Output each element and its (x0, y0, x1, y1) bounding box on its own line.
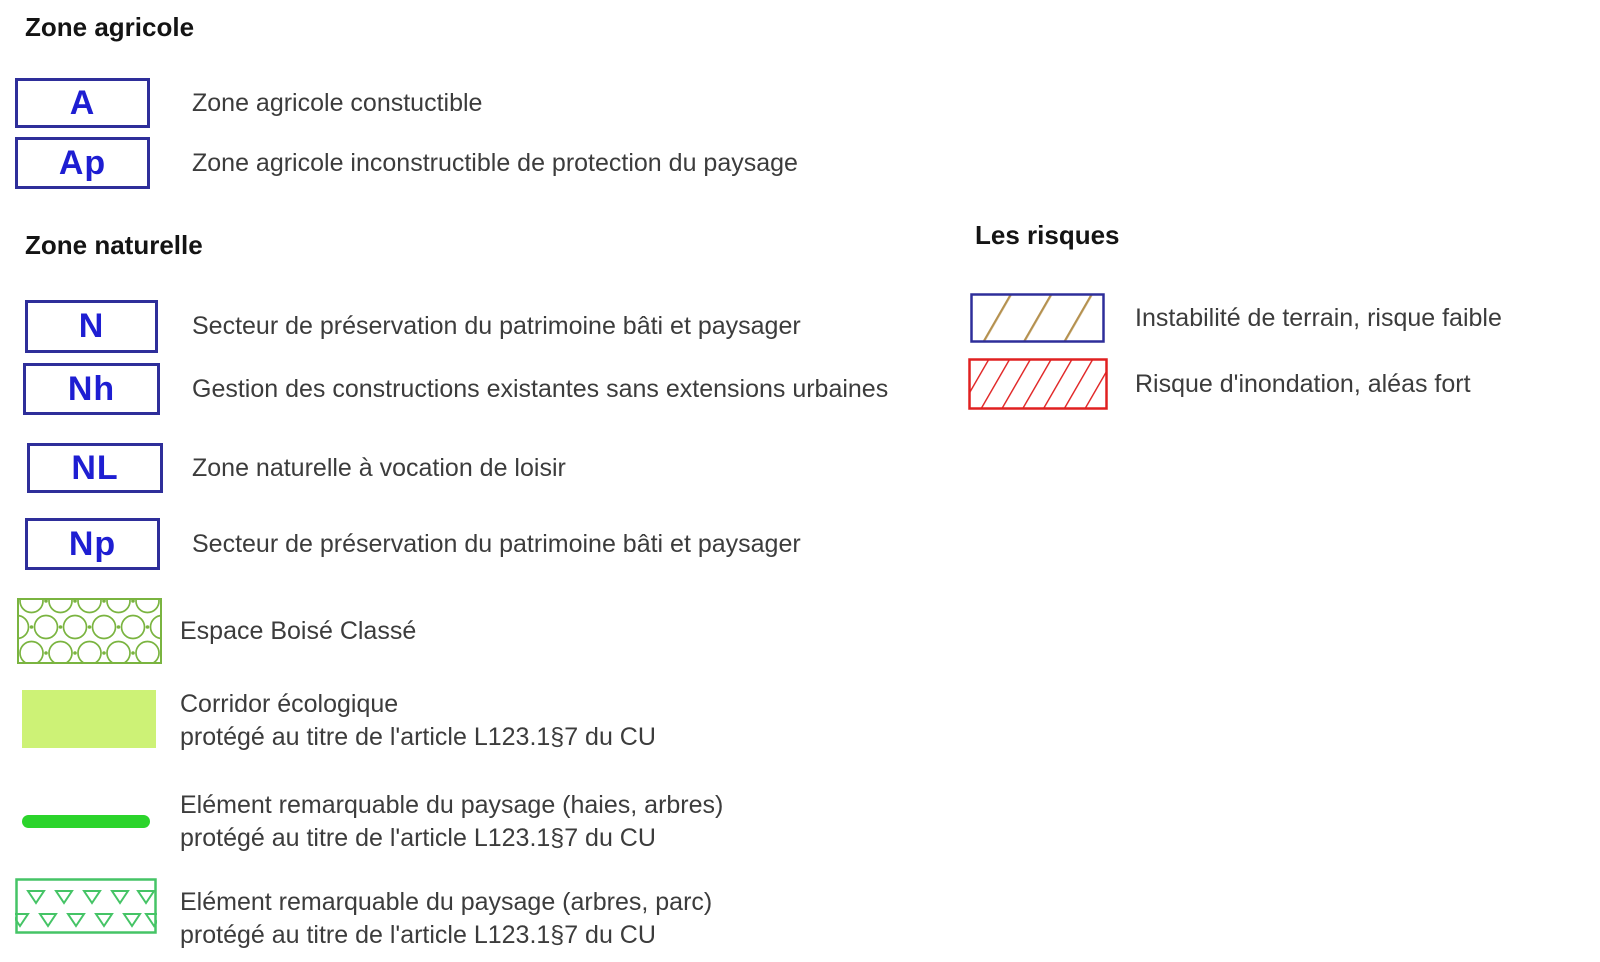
zone-swatch-ap (15, 137, 150, 189)
zone-swatch-nh (23, 363, 160, 415)
element-remarquable-arbres-pattern-swatch (15, 878, 157, 934)
label-arbres-line1: Elément remarquable du paysage (arbres, parc) (180, 888, 713, 916)
zone-label-nh: Gestion des constructions existantes sans extensions urbaines (192, 374, 889, 403)
zone-label-nl: Zone naturelle à vocation de loisir (192, 453, 566, 482)
section-title-zone-naturelle: Zone naturelle (25, 230, 203, 260)
label-corridor-line1: Corridor écologique (180, 690, 399, 718)
espace-boise-classe-pattern-swatch (17, 598, 162, 664)
label-corridor-ecologique (180, 688, 656, 754)
label-haies-line1: Elément remarquable du paysage (haies, arbres) (180, 791, 724, 819)
label-instabilite-terrain: Instabilité de terrain, risque faible (1135, 303, 1502, 332)
label-risque-inondation: Risque d'inondation, aléas fort (1135, 369, 1471, 398)
corridor-ecologique-swatch (22, 690, 156, 748)
section-title-zone-agricole: Zone agricole (25, 12, 195, 42)
zone-swatch-nl (27, 443, 163, 493)
instabilite-terrain-hatch-swatch (970, 293, 1105, 343)
zone-swatch-np (25, 518, 160, 570)
label-arbres-line2: protégé au titre de l'article L123.1§7 du CU (180, 921, 656, 949)
label-espace-boise-classe: Espace Boisé Classé (180, 616, 417, 645)
zone-label-np: Secteur de préservation du patrimoine bâti et paysager (192, 529, 801, 558)
zone-code-a: A (69, 83, 96, 122)
label-element-remarquable-arbres (180, 886, 712, 952)
zone-label-a: Zone agricole constuctible (192, 88, 483, 117)
zone-code-nl: NL (71, 448, 119, 487)
zone-code-nh: Nh (67, 369, 116, 408)
zone-code-np: Np (68, 524, 117, 563)
label-corridor-line2: protégé au titre de l'article L123.1§7 du CU (180, 723, 656, 751)
zone-code-ap: Ap (58, 143, 107, 182)
zone-code-n: N (78, 307, 105, 345)
label-element-remarquable-haies (180, 789, 723, 855)
section-title-les-risques: Les risques (975, 220, 1120, 250)
zone-swatch-a (15, 78, 150, 128)
label-haies-line2: protégé au titre de l'article L123.1§7 du CU (180, 824, 656, 852)
zone-label-n: Secteur de préservation du patrimoine bâti et paysager (192, 312, 801, 340)
risque-inondation-hatch-swatch (968, 358, 1108, 410)
zone-label-ap: Zone agricole inconstructible de protection du paysage (192, 148, 798, 177)
element-remarquable-haies-line-swatch (22, 815, 150, 828)
zone-swatch-n (25, 300, 158, 353)
